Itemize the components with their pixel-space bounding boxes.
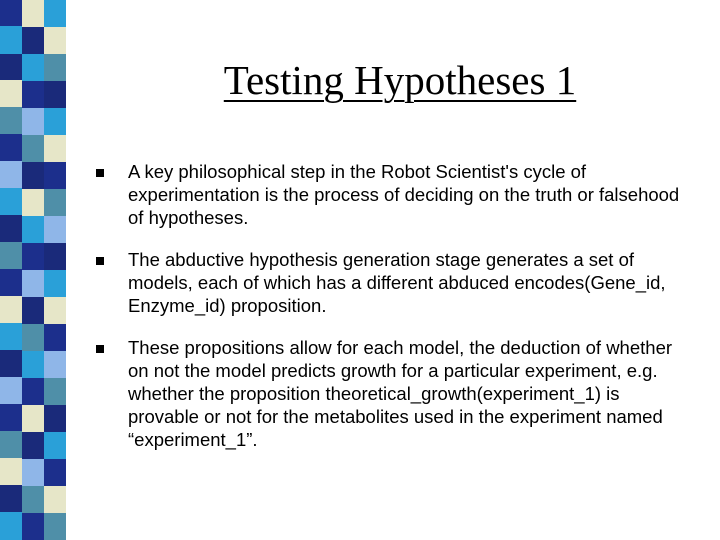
stripe-column-middle (22, 0, 44, 540)
bullet-list (96, 160, 692, 451)
bullet-text: These propositions allow for each model, the deduction of whether on not the model predicts growth for a particular experiment, e.g. whether the proposition theoretical_growth(experiment_1) is provable or not for the metabolites used in the experiment named “experiment_1”. (128, 337, 673, 450)
bullet-item (96, 160, 692, 229)
square-bullet-icon (96, 169, 104, 177)
bullet-text: The abductive hypothesis generation stage generates a set of models, each of which has a different abduced encodes(Gene_id, Enzyme_id) proposition. (128, 249, 666, 316)
square-bullet-icon (96, 345, 104, 353)
bullet-text: A key philosophical step in the Robot Scientist's cycle of experimentation is the process of deciding on the truth or falsehood of hypotheses. (128, 161, 680, 228)
slide-title: Testing Hypotheses 1 (223, 57, 577, 103)
decorative-side-stripe (0, 0, 66, 540)
bullet-item (96, 336, 692, 451)
stripe-column-left (0, 0, 22, 540)
square-bullet-icon (96, 257, 104, 265)
stripe-column-right (44, 0, 66, 540)
bullet-item (96, 248, 692, 317)
